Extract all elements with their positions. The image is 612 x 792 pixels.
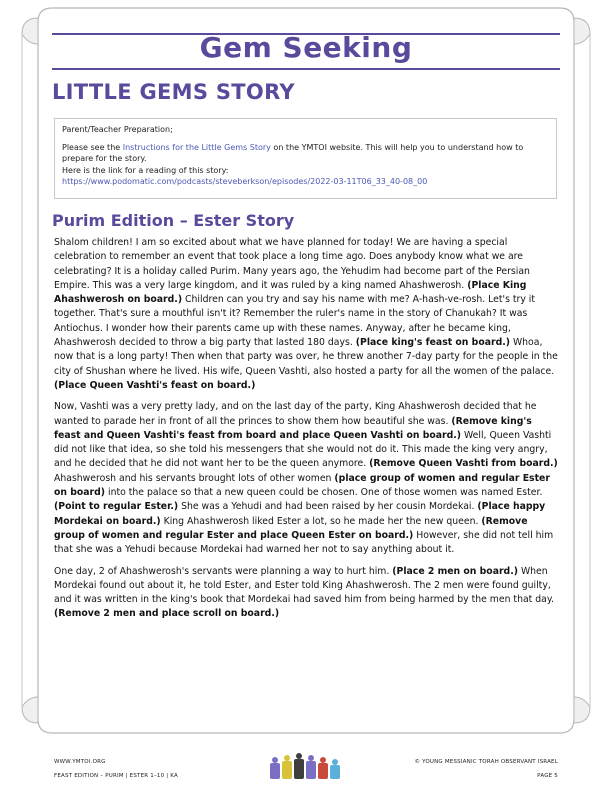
prep-line1-post: on the YMTOI website. This will help you to understand how to prepare for the story. (62, 142, 524, 163)
footer-edition: FEAST EDITION – PURIM | ESTER 1–10 | KA (54, 773, 178, 779)
stage-direction: (place group of women and regular Ester on board) (54, 472, 550, 499)
page-subtitle: LITTLE GEMS STORY (52, 80, 295, 104)
story-text: Well, Queen Vashti did not like that idea, so she told his messengers that she would not do it. This made the king very angry, and he decided that he did not want her to be the queen anymore. (54, 429, 552, 470)
stage-direction: (Place happy Mordekai on board.) (54, 501, 546, 527)
story-paragraph-2 (54, 400, 560, 557)
title-rule-bottom (52, 68, 560, 70)
story-text: One day, 2 of Ahashwerosh's servants were planning a way to hurt him. (54, 565, 393, 577)
story-text: Now, Vashti was a very pretty lady, and on the last day of the party, King Ahashwerosh decided that he wanted to parade her in front of all the princes to show them how beautiful she was. (54, 401, 537, 427)
stage-direction: (Place King Ahashwerosh on board.) (54, 279, 527, 306)
prep-heading: Parent/Teacher Preparation; (62, 125, 173, 134)
story-text: into the palace so that a new queen could be chosen. One of those women was named Ester. (105, 487, 543, 499)
story-text: However, she did not tell him that she was a Yehudi because Mordekai had warned her not to say anything about it. (54, 529, 554, 556)
story-paragraph-1 (54, 236, 560, 393)
instructions-link[interactable]: Instructions for the Little Gems Story (122, 142, 271, 152)
stage-direction: (Point to regular Ester.) (54, 501, 179, 513)
stage-direction: (Place Queen Vashti's feast on board.) (54, 379, 256, 391)
story-paragraph-3 (54, 565, 560, 622)
story-text: King Ahashwerosh liked Ester a lot, so he made her the new queen. (160, 515, 482, 527)
footer-site[interactable]: WWW.YMTOI.ORG (54, 759, 106, 765)
story-text: She was a Yehudi and had been raised by her cousin Mordekai. (178, 501, 478, 513)
page-title: Gem Seeking (199, 31, 413, 64)
footer-page-number: PAGE 5 (537, 773, 558, 779)
section-heading: Purim Edition – Ester Story (52, 211, 295, 230)
prep-line1-pre: Please see the (62, 142, 123, 152)
podcast-link[interactable]: https://www.podomatic.com/podcasts/steveberkson/episodes/2022-03-11T06_33_40-08_00 (62, 177, 428, 186)
story-body (54, 236, 560, 629)
stage-direction: (Remove group of women and regular Ester and place Queen Ester on board.) (54, 515, 528, 541)
stage-direction: (Place king's feast on board.) (355, 337, 511, 349)
story-text: When Mordekai found out about it, he told Ester, and Ester told King Ahashwerosh. The 2 men were found guilty, and it was written in the king's book that Mordekai had saved him from being harmed by the men that day. (54, 565, 554, 606)
story-text: Whoa, now that is a long party! Then when that party was over, he threw another 7-day party for the people in the city of Shushan where he lived. His wife, Queen Vashti, also hosted a party for all the women of the palace. (54, 337, 558, 377)
story-text: Ahashwerosh and his servants brought lots of other women (54, 472, 335, 484)
prep-instructions (62, 142, 549, 165)
story-text: Children can you try and say his name with me? A-hash-ve-rosh. Let's try it together. That's sure a mouthful isn't it? Remember the ruler's name in the story of Chanukah? It was Antiochus. I wonder how their parents came up with these names. Anyway, after he became king, Ahashwerosh decided to throw a big party that lasted 180 days. (54, 294, 536, 349)
story-text: Shalom children! I am so excited about what we have planned for today! We are having a special celebration to remember an event that took place a long time ago. Does anybody know what we are celebrating? It is a holiday called Purim. Many years ago, the Yehudim had become part of the Persian Empire. This was a very large kingdom, and it was ruled by a king named Ahashwerosh. (54, 237, 530, 291)
footer-left (54, 755, 178, 783)
preparation-box (54, 118, 557, 199)
footer-copyright: © YOUNG MESSIANIC TORAH OBSERVANT ISRAEL (414, 759, 558, 765)
stage-direction: (Remove king's feast and Queen Vashti's feast from board and place Queen Vashti on board.) (54, 415, 532, 441)
ymtoi-logo (268, 753, 344, 783)
stage-direction: (Place 2 men on board.) (392, 565, 518, 577)
stage-direction: (Remove Queen Vashti from board.) (369, 458, 558, 470)
prep-reading-label: Here is the link for a reading of this story: (62, 165, 229, 175)
stage-direction: (Remove 2 men and place scroll on board.) (54, 608, 280, 620)
footer-right (414, 755, 558, 783)
